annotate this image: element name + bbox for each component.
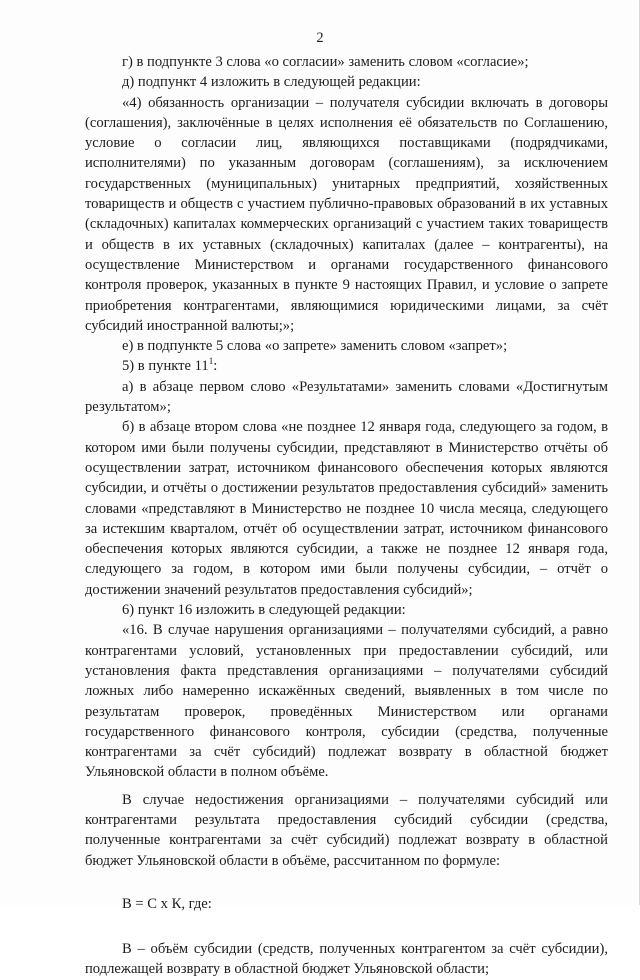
paragraph-item-4: «4) обязанность организации – получателя субсидии включать в договоры (соглашения), заключённые в целях исполнения её обязательств по Соглашению, условие о согласии лиц, являющихся поставщиками (подрядчиками, исполнителями) по указанным договорам (соглашениям), за исключением государственных (муниципальных) унитарных предприятий, хозяйственных товариществ и обществ с участием публично-правовых образований в их уставных (складочных) капиталах коммерческих организаций с участием таких товариществ и обществ в их уставных (складочных) капиталах (далее – контрагенты), на осуществление Министерством и органами государственного финансового контроля проверок, указанных в пункте 9 настоящих Правил, и условие о запрете приобретения контрагентами, являющимися юридическими лицами, за счёт субсидий иностранной валюты;»; bbox=[85, 94, 608, 334]
paragraph-point-5-text: 5) в пункте 11 bbox=[122, 358, 209, 375]
paragraph-e: е) в подпункте 5 слова «о запрете» заменить словом «запрет»; bbox=[122, 338, 508, 355]
paragraph-point-5 bbox=[85, 356, 608, 376]
document-body bbox=[85, 52, 608, 980]
paragraph-point-6: 6) пункт 16 изложить в следующей редакции: bbox=[122, 602, 406, 619]
paragraph-d: д) подпункт 4 изложить в следующей редакции: bbox=[122, 74, 421, 91]
paragraph-nondisclosure: В случае недостижения организациями – получателями субсидий или контрагентами результата предоставления субсидий субсидии (средства, полученные контрагентами за счёт субсидий) подлежат возврату в областной бюджет Ульяновской области в объёме, рассчитанном по формуле: bbox=[85, 791, 608, 869]
paragraph-definition-v: В – объём субсидии (средств, полученных контрагентом за счёт субсидии), подлежащей возврату в областной бюджет Ульяновской области; bbox=[85, 941, 608, 978]
paragraph-b: б) в абзаце втором слова «не позднее 12 января года, следующего за годом, в котором ими были получены субсидии, представляют в Министерство отчёты об осуществлении затрат, источником финансового обеспечения которых являются субсидии, и отчёты о достижении результатов предоставления субсидий» заменить словами «представляют в Министерство не позднее 10 числа месяца, следующего за истекшим кварталом, отчёт об осуществлении затрат, источником финансового обеспечения которых являются субсидии, а также не позднее 12 января года, следующего за годом, в котором ими были получены субсидии, – отчёт о достижении значений результатов предоставления субсидий»; bbox=[85, 419, 608, 598]
paragraph-a: а) в абзаце первом слово «Результатами» заменить словами «Достигнутым результатом»; bbox=[85, 378, 608, 416]
paragraph-point-5-suffix: : bbox=[213, 358, 218, 375]
superscript-number: 1 bbox=[208, 356, 214, 367]
paragraph-g: г) в подпункте 3 слова «о согласии» заменить словом «согласие»; bbox=[122, 54, 529, 70]
paragraph-16: «16. В случае нарушения организациями – получателями субсидий, а равно контрагентами условий, установленных при предоставлении субсидий, или установления факта представления организациями – получателями субсидий ложных либо намеренно искажённых сведений, выявленных в том числе по результатам проверок, проведённых Министерством или органами государственного финансового контроля, субсидии (средства, полученные контрагентами за счёт субсидий) подлежат возврату в областной бюджет Ульяновской области в полном объёме. bbox=[85, 622, 608, 781]
formula: В = С х К, где: bbox=[122, 895, 212, 912]
page-number: 2 bbox=[316, 30, 324, 46]
